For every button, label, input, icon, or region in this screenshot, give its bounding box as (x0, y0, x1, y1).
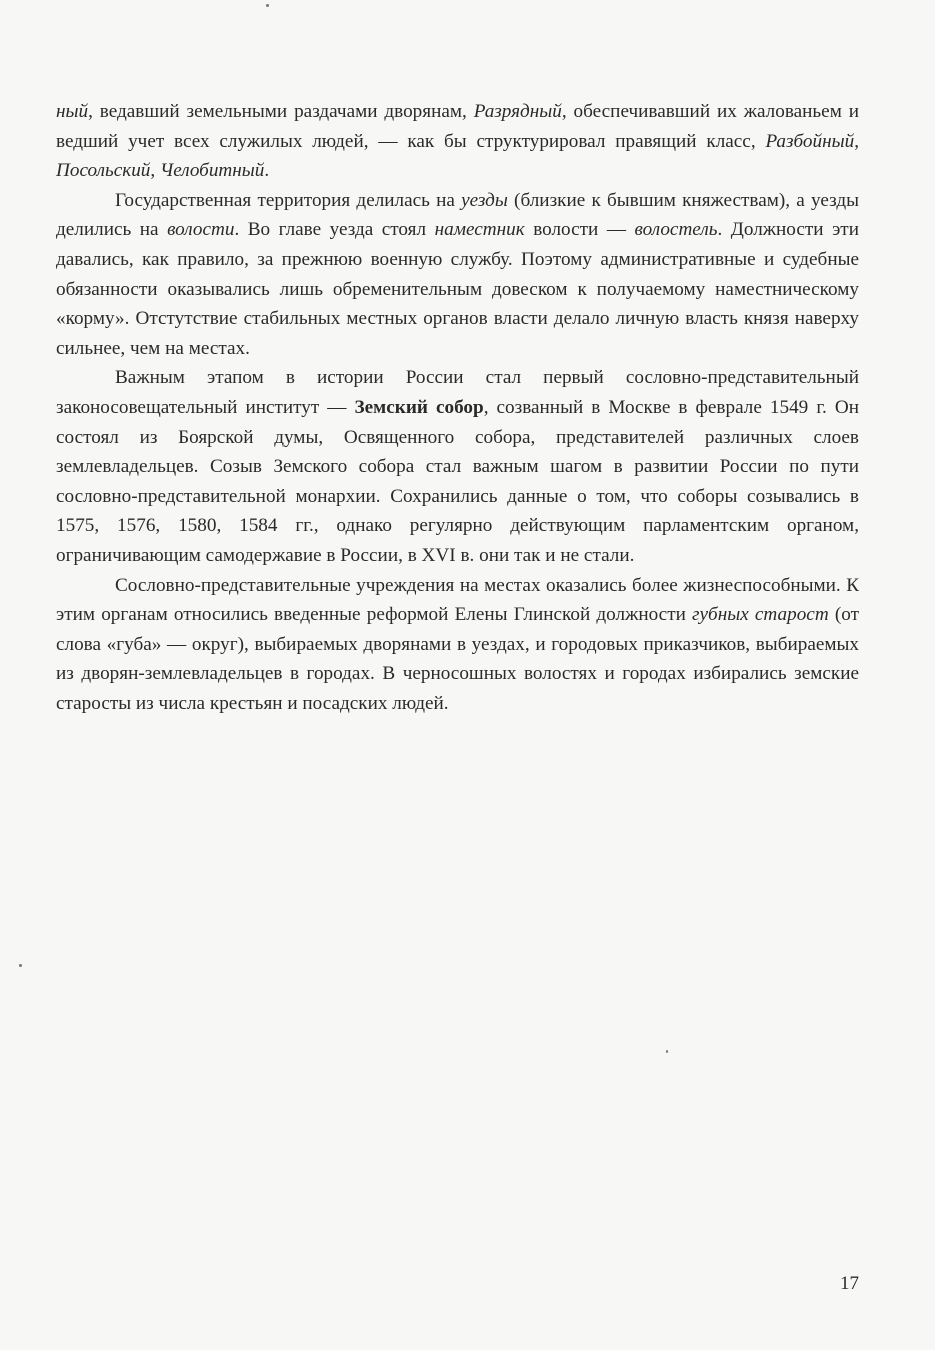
italic-term: ный (56, 101, 89, 122)
italic-term: Разбойный (765, 130, 855, 152)
text-run: Важным этапом в истории России стал первый сословно-представительный законосовещательный институт — (56, 367, 859, 418)
bold-term: Земский собор (354, 396, 484, 418)
text-run: , ведавший земельными раздачами дворянам, (88, 101, 474, 122)
italic-term: уезды (461, 189, 508, 211)
text-run: волости — (524, 219, 635, 241)
text-run: . (264, 160, 270, 182)
scan-speck (19, 964, 22, 967)
scan-speck (666, 1050, 668, 1053)
text-run: . Во главе уезда стоял (234, 219, 435, 241)
text-run: Сословно-представительные учреждения на местах оказались более жизнеспособными. К этим органам относились введенные реформой Елены Глинской должности (56, 574, 859, 626)
text-run: , обеспечивавший их жалованьем и ведший учет всех служилых людей, — как бы структурировал правящий класс, (56, 101, 859, 152)
paragraph (56, 363, 859, 570)
body-text (56, 97, 859, 718)
italic-term: волостель (634, 219, 718, 241)
italic-term: Посольский (56, 160, 151, 182)
text-run: (от слова «губа» — округ), выбираемых дворянами в уездах, и городовых приказчиков, выбираемых из дворян-землевладельцев в городах. В черносошных волостях и городах избирались земские старосты из числа крестьян и посадских людей. (56, 604, 859, 714)
text-run: , созванный в Москве в феврале 1549 г. Он состоял из Боярской думы, Освященного собора, представителей различных слоев землевладельцев. Созыв Земского собора стал важным шагом в развитии России по пути сословно-представительной монархии. Сохранились данные о том, что соборы созывались в 1575, 1576, 1580, 1584 гг., однако регулярно действующим парламентским органом, ограничивающим самодержавие в России, в XVI в. они так и не стали. (56, 396, 859, 566)
text-run: (близкие к бывшим княжествам), а уезды делились на (56, 189, 859, 241)
paragraph (56, 571, 859, 719)
italic-term: наместник (434, 219, 525, 241)
paragraph (56, 97, 859, 186)
text-run: Государственная территория делилась на (115, 189, 462, 211)
italic-term: Разрядный (473, 101, 562, 122)
italic-term: волости (167, 219, 235, 241)
text-run: . Должности эти давались, как правило, за прежнюю военную службу. Поэтому административные и судебные обязанности оказывались лишь обременительным довеском к получаемому наместническому «корму». Отстутствие стабильных местных органов власти делало личную власть князя наверху сильнее, чем на местах. (56, 219, 859, 359)
italic-term: губных старост (692, 604, 829, 626)
text-run: , (150, 160, 160, 182)
paragraph (56, 186, 859, 364)
scan-speck (266, 4, 269, 7)
text-run: , (854, 130, 859, 152)
italic-term: Челобитный (159, 160, 265, 182)
page-number: 17 (840, 1273, 859, 1294)
